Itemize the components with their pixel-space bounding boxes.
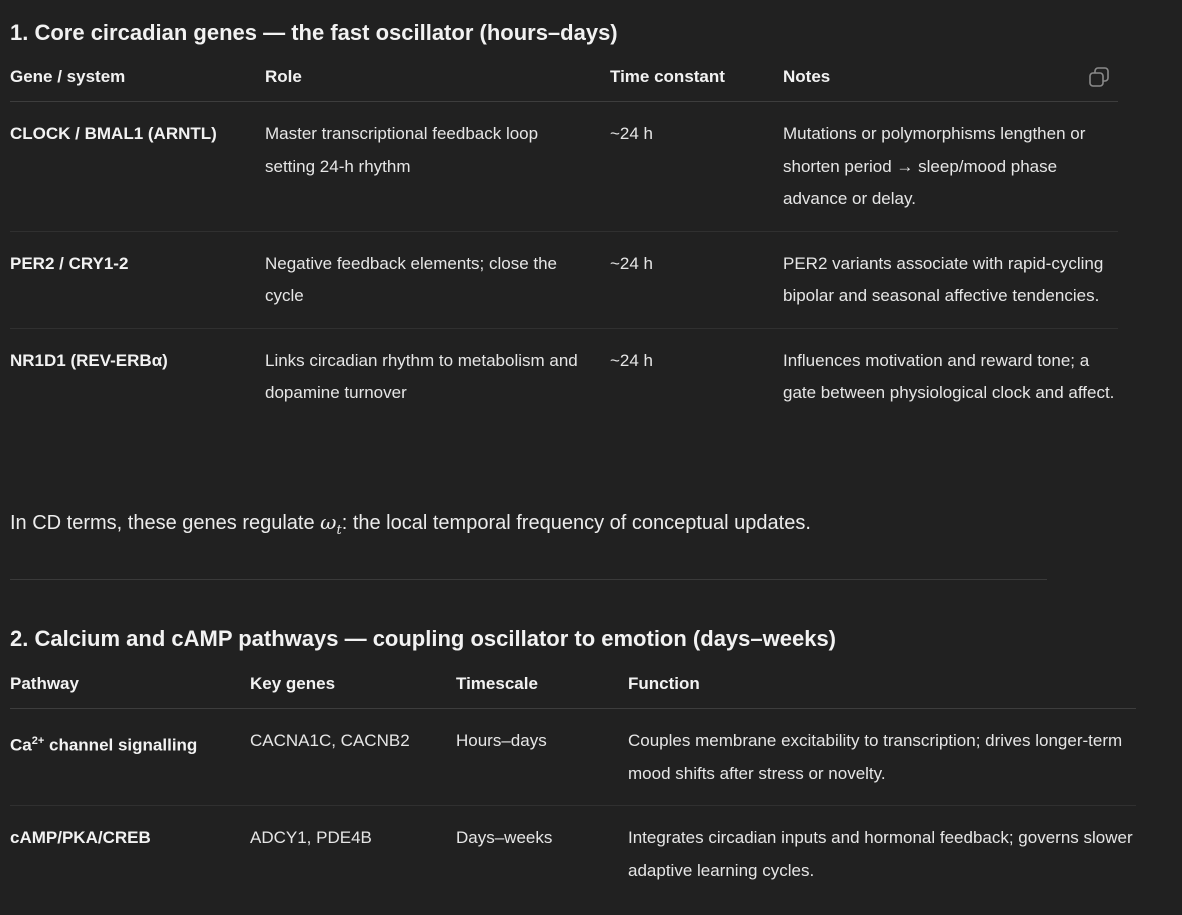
notes-cell: Mutations or polymorphisms lengthen or shorten period → sleep/mood phase advance or delay.	[783, 102, 1118, 232]
pathway-cell: cAMP/PKA/CREB	[10, 828, 151, 847]
function-cell: Couples membrane excitability to transcription; drives longer-term mood shifts after stress or novelty.	[628, 709, 1136, 806]
role-cell: Master transcriptional feedback loop setting 24-h rhythm	[265, 102, 610, 232]
header-pathway: Pathway	[10, 674, 250, 709]
role-cell: Links circadian rhythm to metabolism and dopamine turnover	[265, 350, 578, 402]
notes-cell: Influences motivation and reward tone; a gate between physiological clock and affect.	[783, 350, 1115, 402]
gene-cell: CLOCK / BMAL1 (ARNTL)	[10, 102, 265, 232]
header-time-constant: Time constant	[610, 67, 783, 102]
table-header-row	[10, 674, 1136, 709]
header-key-genes: Key genes	[250, 674, 456, 709]
omega-symbol	[320, 510, 342, 538]
gene-cell: NR1D1 (REV-ERBα)	[10, 350, 168, 370]
time-cell: ~24 h	[610, 231, 783, 328]
table-row	[10, 328, 1118, 425]
pathway-superscript: 2+	[31, 735, 45, 747]
paragraph-text-after: : the local temporal frequency of conceptual updates.	[341, 512, 811, 534]
header-gene-system: Gene / system	[10, 67, 265, 102]
section-divider	[10, 579, 1047, 580]
pathways-table	[10, 674, 1136, 902]
role-cell: Negative feedback elements; close the cycle	[265, 231, 610, 328]
key-genes-cell: ADCY1, PDE4B	[250, 828, 372, 847]
table-row	[10, 231, 1118, 328]
section-2-title: 2. Calcium and cAMP pathways — coupling oscillator to emotion (days–weeks)	[10, 626, 837, 651]
time-cell: ~24 h	[610, 102, 783, 232]
pathway-suffix: channel signalling	[44, 735, 198, 755]
header-notes: Notes	[783, 67, 1118, 102]
gene-cell: PER2 / CRY1-2	[10, 231, 265, 328]
header-role: Role	[265, 67, 610, 102]
table-row	[10, 709, 1136, 806]
circadian-genes-table	[10, 67, 1118, 425]
paragraph-text-before: In CD terms, these genes regulate	[10, 512, 321, 534]
timescale-cell: Hours–days	[456, 709, 628, 806]
pathway-prefix: Ca	[10, 735, 32, 755]
cd-terms-paragraph	[10, 510, 811, 538]
notes-cell: PER2 variants associate with rapid-cycling bipolar and seasonal affective tendencies.	[783, 231, 1118, 328]
table-row	[10, 806, 1136, 903]
time-cell: ~24 h	[610, 350, 654, 370]
key-genes-cell: CACNA1C, CACNB2	[250, 709, 456, 806]
omega-letter: ω	[320, 510, 337, 534]
table-header-row	[10, 67, 1118, 102]
header-timescale: Timescale	[456, 674, 628, 709]
pathway-cell	[10, 709, 250, 806]
omega-subscript: t	[336, 523, 342, 538]
header-function: Function	[628, 674, 1136, 709]
timescale-cell: Days–weeks	[456, 828, 553, 847]
table-row	[10, 102, 1118, 232]
section-1-title: 1. Core circadian genes — the fast oscillator (hours–days)	[10, 20, 618, 45]
function-cell: Integrates circadian inputs and hormonal feedback; governs slower adaptive learning cycles.	[628, 828, 1133, 880]
